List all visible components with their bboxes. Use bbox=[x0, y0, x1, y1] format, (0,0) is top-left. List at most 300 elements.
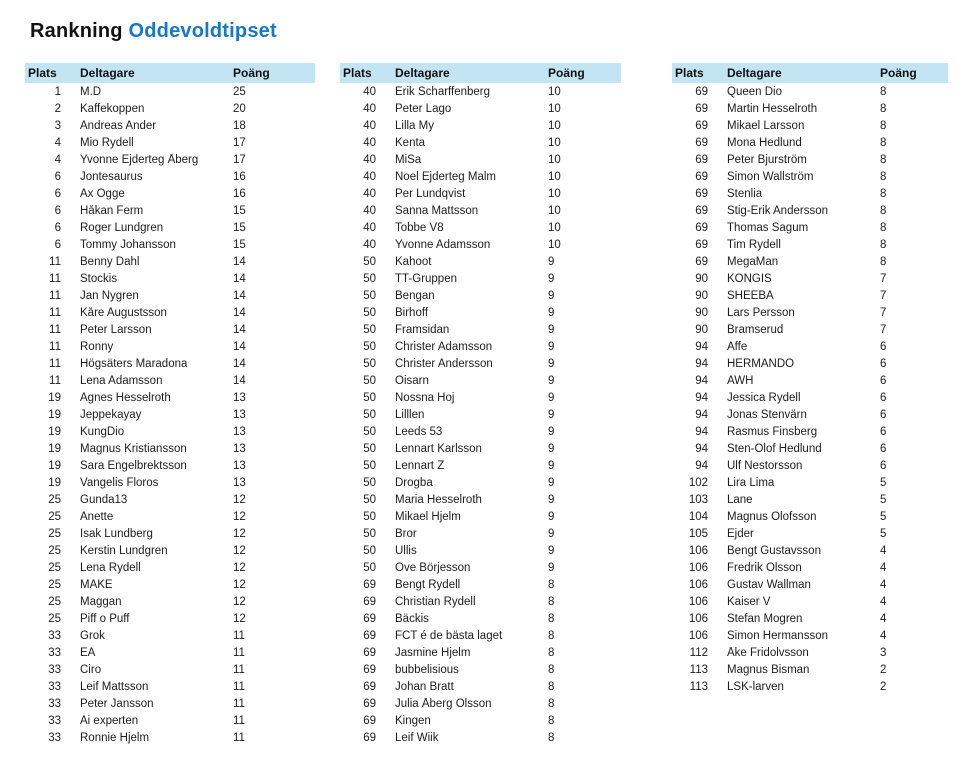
rank-cell: 50 bbox=[363, 374, 376, 387]
ranking-table-1 bbox=[25, 63, 315, 746]
participant-cell: Magnus Bisman bbox=[727, 663, 810, 676]
table-row bbox=[340, 202, 621, 219]
points-cell: 8 bbox=[548, 663, 555, 676]
participant-cell: Julia Åberg Olsson bbox=[395, 697, 492, 710]
participant-cell: Stig-Erik Andersson bbox=[727, 204, 828, 217]
table-row bbox=[25, 253, 315, 270]
table-row bbox=[25, 134, 315, 151]
table-row bbox=[672, 661, 948, 678]
points-cell: 2 bbox=[880, 680, 887, 693]
points-cell: 8 bbox=[880, 136, 887, 149]
participant-cell: Grok bbox=[80, 629, 105, 642]
participant-cell: Piff o Puff bbox=[80, 612, 130, 625]
table-row bbox=[25, 185, 315, 202]
table-row bbox=[25, 457, 315, 474]
points-cell: 8 bbox=[548, 578, 555, 591]
rank-cell: 19 bbox=[48, 476, 61, 489]
rank-cell: 50 bbox=[363, 306, 376, 319]
participant-cell: Jessica Rydell bbox=[727, 391, 801, 404]
rank-cell: 40 bbox=[363, 85, 376, 98]
rank-cell: 40 bbox=[363, 221, 376, 234]
points-cell: 7 bbox=[880, 272, 887, 285]
participant-cell: Tommy Johansson bbox=[80, 238, 176, 251]
table-row bbox=[25, 406, 315, 423]
rank-cell: 4 bbox=[54, 136, 61, 149]
rank-cell: 90 bbox=[695, 323, 708, 336]
table-row bbox=[672, 219, 948, 236]
participant-cell: Yvonne Adamsson bbox=[395, 238, 491, 251]
rank-cell: 4 bbox=[54, 153, 61, 166]
rank-cell: 102 bbox=[688, 476, 708, 489]
points-cell: 11 bbox=[233, 714, 245, 727]
rank-cell: 40 bbox=[363, 187, 376, 200]
table-row bbox=[672, 202, 948, 219]
points-cell: 11 bbox=[233, 680, 245, 693]
participant-cell: Lilla My bbox=[395, 119, 434, 132]
participant-cell: Högsäters Maradona bbox=[80, 357, 188, 370]
participant-cell: Mikael Hjelm bbox=[395, 510, 461, 523]
participant-cell: Ronnie Hjelm bbox=[80, 731, 150, 744]
points-cell: 13 bbox=[233, 391, 246, 404]
points-cell: 8 bbox=[548, 731, 555, 744]
points-cell: 8 bbox=[880, 255, 887, 268]
rank-cell: 6 bbox=[54, 204, 61, 217]
rank-cell: 94 bbox=[695, 408, 708, 421]
participant-cell: Ejder bbox=[727, 527, 754, 540]
points-cell: 6 bbox=[880, 340, 887, 353]
rank-cell: 94 bbox=[695, 442, 708, 455]
table-body bbox=[340, 83, 621, 746]
participant-cell: HERMANDO bbox=[727, 357, 795, 370]
participant-cell: Roger Lundgren bbox=[80, 221, 164, 234]
participant-cell: Lars Persson bbox=[727, 306, 795, 319]
table-row bbox=[672, 610, 948, 627]
participant-cell: Mona Hedlund bbox=[727, 136, 802, 149]
table-row bbox=[25, 712, 315, 729]
points-cell: 9 bbox=[548, 391, 555, 404]
table-row bbox=[672, 491, 948, 508]
participant-cell: Isak Lundberg bbox=[80, 527, 153, 540]
points-cell: 15 bbox=[233, 204, 246, 217]
participant-cell: Peter Jansson bbox=[80, 697, 154, 710]
table-row bbox=[25, 100, 315, 117]
participant-cell: Simon Wallström bbox=[727, 170, 814, 183]
points-cell: 5 bbox=[880, 527, 887, 540]
rank-cell: 69 bbox=[363, 646, 376, 659]
participant-cell: Yvonne Ejderteg Åberg bbox=[80, 153, 199, 166]
table-row bbox=[672, 576, 948, 593]
table-row bbox=[25, 508, 315, 525]
rank-cell: 40 bbox=[363, 102, 376, 115]
rank-cell: 113 bbox=[689, 663, 708, 676]
participant-cell: Jeppekayay bbox=[80, 408, 142, 421]
table-row bbox=[25, 440, 315, 457]
table-row bbox=[672, 440, 948, 457]
rank-cell: 104 bbox=[688, 510, 708, 523]
rank-cell: 69 bbox=[363, 714, 376, 727]
table-row bbox=[25, 304, 315, 321]
points-cell: 7 bbox=[880, 306, 887, 319]
rank-cell: 50 bbox=[363, 323, 376, 336]
rank-cell: 94 bbox=[695, 391, 708, 404]
participant-cell: Bengt Rydell bbox=[395, 578, 461, 591]
rank-cell: 11 bbox=[49, 340, 61, 353]
rank-cell: 6 bbox=[54, 221, 61, 234]
rank-cell: 112 bbox=[689, 646, 708, 659]
participant-cell: Nossna Hoj bbox=[395, 391, 455, 404]
rank-cell: 69 bbox=[363, 731, 376, 744]
participant-cell: Agnes Hesselroth bbox=[80, 391, 171, 404]
rank-cell: 94 bbox=[695, 425, 708, 438]
table-row bbox=[340, 627, 621, 644]
page-title-accent: Oddevoldtipset bbox=[128, 20, 277, 42]
points-cell: 6 bbox=[880, 442, 887, 455]
page-title bbox=[30, 20, 277, 43]
participant-cell: Magnus Olofsson bbox=[727, 510, 817, 523]
points-cell: 16 bbox=[233, 170, 246, 183]
participant-cell: Tobbe V8 bbox=[395, 221, 444, 234]
points-cell: 13 bbox=[233, 408, 246, 421]
participant-cell: Gunda13 bbox=[80, 493, 128, 506]
rank-cell: 25 bbox=[48, 595, 61, 608]
rank-cell: 50 bbox=[363, 476, 376, 489]
rank-cell: 40 bbox=[363, 153, 376, 166]
points-cell: 12 bbox=[233, 510, 246, 523]
column-header-poang: Poäng bbox=[548, 66, 585, 80]
rank-cell: 94 bbox=[695, 374, 708, 387]
table-header-row bbox=[25, 63, 315, 83]
table-row bbox=[25, 576, 315, 593]
table-row bbox=[672, 236, 948, 253]
rank-cell: 50 bbox=[363, 255, 376, 268]
table-row bbox=[340, 151, 621, 168]
rank-cell: 33 bbox=[48, 680, 61, 693]
participant-cell: Andreas Ander bbox=[80, 119, 157, 132]
rank-cell: 69 bbox=[695, 119, 708, 132]
participant-cell: Benny Dahl bbox=[80, 255, 140, 268]
participant-cell: Stefan Mogren bbox=[727, 612, 803, 625]
points-cell: 11 bbox=[233, 646, 245, 659]
participant-cell: Kenta bbox=[395, 136, 426, 149]
participant-cell: Noel Ejderteg Malm bbox=[395, 170, 496, 183]
table-row bbox=[672, 508, 948, 525]
participant-cell: Anette bbox=[80, 510, 114, 523]
points-cell: 15 bbox=[233, 221, 246, 234]
rank-cell: 11 bbox=[49, 306, 61, 319]
rank-cell: 19 bbox=[48, 425, 61, 438]
table-row bbox=[672, 525, 948, 542]
points-cell: 25 bbox=[233, 85, 246, 98]
table-row bbox=[672, 270, 948, 287]
table-row bbox=[25, 270, 315, 287]
points-cell: 9 bbox=[548, 289, 555, 302]
table-row bbox=[340, 338, 621, 355]
points-cell: 5 bbox=[880, 476, 887, 489]
table-row bbox=[340, 134, 621, 151]
participant-cell: Vangelis Floros bbox=[80, 476, 159, 489]
table-row bbox=[340, 610, 621, 627]
participant-cell: Öisarn bbox=[395, 374, 429, 387]
points-cell: 11 bbox=[233, 663, 245, 676]
table-row bbox=[340, 83, 621, 100]
points-cell: 2 bbox=[880, 663, 887, 676]
participant-cell: Kahoot bbox=[395, 255, 432, 268]
table-row bbox=[340, 287, 621, 304]
participant-cell: Tim Rydell bbox=[727, 238, 781, 251]
table-row bbox=[672, 321, 948, 338]
points-cell: 11 bbox=[233, 629, 245, 642]
table-row bbox=[25, 559, 315, 576]
table-row bbox=[340, 117, 621, 134]
participant-cell: Ulf Nestorsson bbox=[727, 459, 803, 472]
table-row bbox=[672, 559, 948, 576]
table-header-row bbox=[672, 63, 948, 83]
points-cell: 10 bbox=[548, 119, 561, 132]
points-cell: 12 bbox=[233, 527, 246, 540]
points-cell: 9 bbox=[548, 255, 555, 268]
column-header-plats: Plats bbox=[28, 66, 57, 80]
points-cell: 14 bbox=[233, 323, 246, 336]
participant-cell: Lena Rydell bbox=[80, 561, 141, 574]
points-cell: 9 bbox=[548, 306, 555, 319]
table-row bbox=[340, 304, 621, 321]
points-cell: 12 bbox=[233, 595, 246, 608]
table-row bbox=[25, 729, 315, 746]
table-row bbox=[672, 423, 948, 440]
participant-cell: Jontesaurus bbox=[80, 170, 143, 183]
table-row bbox=[672, 406, 948, 423]
rank-cell: 19 bbox=[48, 459, 61, 472]
rank-cell: 106 bbox=[688, 612, 708, 625]
points-cell: 6 bbox=[880, 374, 887, 387]
points-cell: 13 bbox=[233, 442, 246, 455]
participant-cell: Sara Engelbrektsson bbox=[80, 459, 187, 472]
points-cell: 8 bbox=[548, 714, 555, 727]
column-header-plats: Plats bbox=[675, 66, 704, 80]
participant-cell: Fredrik Olsson bbox=[727, 561, 802, 574]
participant-cell: Affe bbox=[727, 340, 748, 353]
participant-cell: Christer Adamsson bbox=[395, 340, 493, 353]
points-cell: 8 bbox=[548, 629, 555, 642]
participant-cell: Christian Rydell bbox=[395, 595, 476, 608]
points-cell: 9 bbox=[548, 272, 555, 285]
rank-cell: 113 bbox=[689, 680, 708, 693]
participant-cell: Lennart Karlsson bbox=[395, 442, 482, 455]
points-cell: 8 bbox=[880, 85, 887, 98]
rank-cell: 94 bbox=[695, 357, 708, 370]
rank-cell: 11 bbox=[49, 255, 61, 268]
rank-cell: 33 bbox=[48, 714, 61, 727]
participant-cell: Ai experten bbox=[80, 714, 139, 727]
participant-cell: Peter Bjurström bbox=[727, 153, 807, 166]
points-cell: 18 bbox=[233, 119, 246, 132]
points-cell: 9 bbox=[548, 544, 555, 557]
rank-cell: 94 bbox=[695, 340, 708, 353]
points-cell: 10 bbox=[548, 238, 561, 251]
points-cell: 9 bbox=[548, 493, 555, 506]
table-row bbox=[672, 372, 948, 389]
table-row bbox=[672, 627, 948, 644]
rank-cell: 50 bbox=[363, 442, 376, 455]
points-cell: 14 bbox=[233, 289, 246, 302]
rank-cell: 90 bbox=[695, 289, 708, 302]
rank-cell: 11 bbox=[49, 374, 61, 387]
participant-cell: Magnus Kristiansson bbox=[80, 442, 187, 455]
rank-cell: 33 bbox=[48, 663, 61, 676]
participant-cell: LSK-larven bbox=[727, 680, 784, 693]
participant-cell: Ciro bbox=[80, 663, 102, 676]
rank-cell: 6 bbox=[54, 170, 61, 183]
points-cell: 8 bbox=[880, 221, 887, 234]
rank-cell: 19 bbox=[48, 442, 61, 455]
rank-cell: 69 bbox=[363, 612, 376, 625]
rank-cell: 40 bbox=[363, 170, 376, 183]
points-cell: 17 bbox=[233, 153, 246, 166]
participant-cell: Leif Wiik bbox=[395, 731, 439, 744]
points-cell: 14 bbox=[233, 374, 246, 387]
rank-cell: 33 bbox=[48, 697, 61, 710]
points-cell: 9 bbox=[548, 459, 555, 472]
rank-cell: 105 bbox=[688, 527, 708, 540]
rank-cell: 50 bbox=[363, 391, 376, 404]
rank-cell: 40 bbox=[363, 119, 376, 132]
table-row bbox=[340, 355, 621, 372]
participant-cell: KungDio bbox=[80, 425, 125, 438]
table-row bbox=[672, 593, 948, 610]
points-cell: 10 bbox=[548, 187, 561, 200]
table-header-row bbox=[340, 63, 621, 83]
table-row bbox=[672, 338, 948, 355]
participant-cell: Stockis bbox=[80, 272, 118, 285]
table-row bbox=[340, 321, 621, 338]
participant-cell: FCT é de bästa laget bbox=[395, 629, 503, 642]
table-row bbox=[340, 406, 621, 423]
points-cell: 10 bbox=[548, 221, 561, 234]
points-cell: 7 bbox=[880, 323, 887, 336]
table-row bbox=[25, 423, 315, 440]
table-row bbox=[340, 168, 621, 185]
participant-cell: SHEEBA bbox=[727, 289, 774, 302]
rank-cell: 69 bbox=[695, 85, 708, 98]
participant-cell: Rasmus Finsberg bbox=[727, 425, 818, 438]
rank-cell: 11 bbox=[49, 357, 61, 370]
participant-cell: Sten-Olof Hedlund bbox=[727, 442, 822, 455]
column-header-deltagare: Deltagare bbox=[80, 66, 135, 80]
participant-cell: Jasmine Hjelm bbox=[395, 646, 471, 659]
rank-cell: 69 bbox=[695, 170, 708, 183]
rank-cell: 69 bbox=[363, 663, 376, 676]
table-row bbox=[672, 253, 948, 270]
column-header-deltagare: Deltagare bbox=[395, 66, 450, 80]
rank-cell: 69 bbox=[695, 102, 708, 115]
points-cell: 4 bbox=[880, 629, 887, 642]
participant-cell: KONGIS bbox=[727, 272, 772, 285]
points-cell: 9 bbox=[548, 442, 555, 455]
table-row bbox=[340, 712, 621, 729]
rank-cell: 1 bbox=[54, 85, 61, 98]
rank-cell: 25 bbox=[48, 561, 61, 574]
table-row bbox=[672, 304, 948, 321]
points-cell: 9 bbox=[548, 408, 555, 421]
points-cell: 5 bbox=[880, 493, 887, 506]
participant-cell: Simon Hermansson bbox=[727, 629, 828, 642]
points-cell: 8 bbox=[880, 102, 887, 115]
rank-cell: 25 bbox=[48, 493, 61, 506]
rank-cell: 50 bbox=[363, 459, 376, 472]
table-body bbox=[25, 83, 315, 746]
participant-cell: Drogba bbox=[395, 476, 433, 489]
participant-cell: EA bbox=[80, 646, 96, 659]
points-cell: 11 bbox=[233, 731, 245, 744]
points-cell: 8 bbox=[880, 119, 887, 132]
points-cell: 20 bbox=[233, 102, 246, 115]
participant-cell: MAKE bbox=[80, 578, 113, 591]
rank-cell: 69 bbox=[363, 680, 376, 693]
table-row bbox=[25, 389, 315, 406]
table-row bbox=[672, 151, 948, 168]
table-row bbox=[340, 372, 621, 389]
points-cell: 10 bbox=[548, 170, 561, 183]
table-row bbox=[340, 270, 621, 287]
participant-cell: Bengan bbox=[395, 289, 435, 302]
table-row bbox=[340, 678, 621, 695]
points-cell: 17 bbox=[233, 136, 246, 149]
table-row bbox=[25, 525, 315, 542]
participant-cell: Bengt Gustavsson bbox=[727, 544, 821, 557]
table-row bbox=[25, 321, 315, 338]
table-row bbox=[672, 474, 948, 491]
participant-cell: Birhoff bbox=[395, 306, 429, 319]
participant-cell: Queen Dio bbox=[727, 85, 782, 98]
points-cell: 13 bbox=[233, 459, 246, 472]
points-cell: 8 bbox=[880, 238, 887, 251]
points-cell: 8 bbox=[880, 204, 887, 217]
participant-cell: Christer Andersson bbox=[395, 357, 493, 370]
table-row bbox=[25, 678, 315, 695]
participant-cell: Sanna Mattsson bbox=[395, 204, 479, 217]
table-row bbox=[25, 695, 315, 712]
table-row bbox=[25, 644, 315, 661]
table-row bbox=[672, 168, 948, 185]
points-cell: 14 bbox=[233, 340, 246, 353]
rank-cell: 50 bbox=[363, 493, 376, 506]
rank-cell: 69 bbox=[363, 697, 376, 710]
table-row bbox=[25, 236, 315, 253]
column-header-poang: Poäng bbox=[880, 66, 917, 80]
points-cell: 9 bbox=[548, 425, 555, 438]
points-cell: 14 bbox=[233, 357, 246, 370]
rank-cell: 69 bbox=[695, 221, 708, 234]
points-cell: 12 bbox=[233, 561, 246, 574]
participant-cell: Stenlia bbox=[727, 187, 763, 200]
table-row bbox=[25, 542, 315, 559]
rank-cell: 69 bbox=[695, 255, 708, 268]
rank-cell: 50 bbox=[363, 544, 376, 557]
rank-cell: 33 bbox=[48, 646, 61, 659]
rank-cell: 40 bbox=[363, 136, 376, 149]
rank-cell: 6 bbox=[54, 238, 61, 251]
table-row bbox=[25, 338, 315, 355]
participant-cell: TT-Gruppen bbox=[395, 272, 457, 285]
rank-cell: 11 bbox=[49, 272, 61, 285]
points-cell: 10 bbox=[548, 204, 561, 217]
participant-cell: Peter Larsson bbox=[80, 323, 152, 336]
points-cell: 16 bbox=[233, 187, 246, 200]
participant-cell: Leeds 53 bbox=[395, 425, 443, 438]
participant-cell: Kerstin Lundgren bbox=[80, 544, 168, 557]
points-cell: 8 bbox=[548, 680, 555, 693]
participant-cell: M.D bbox=[80, 85, 102, 98]
